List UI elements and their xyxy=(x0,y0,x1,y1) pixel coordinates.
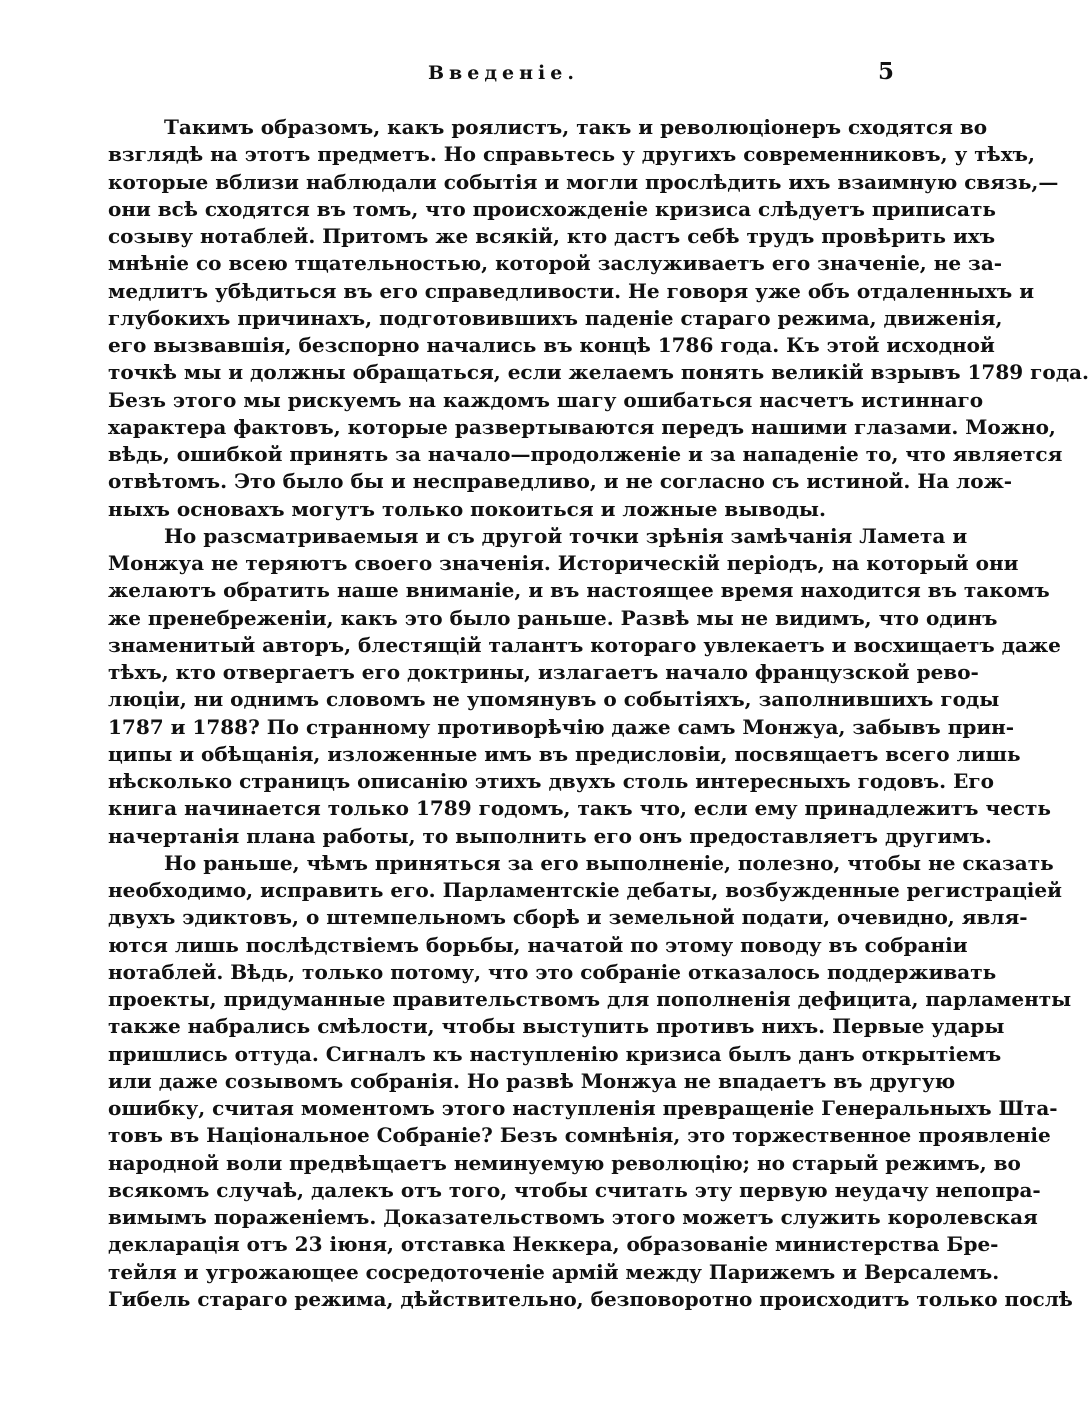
text-line: декларацiя отъ 23 iюня, отставка Неккера, образованiе министерства Бре- xyxy=(108,1232,999,1257)
text-line: двухъ эдиктовъ, о штемпельномъ сборѣ и земельной подати, очевидно, явля- xyxy=(108,905,1028,930)
text-line: Но разсматриваемыя и съ другой точки зрѣнiя замѣчанiя Ламета и xyxy=(164,523,968,548)
text-line: его вызвавшiя, безспорно начались въ концѣ 1786 года. Къ этой исходной xyxy=(108,333,995,357)
text-line: Такимъ образомъ, какъ роялистъ, такъ и революцiонеръ сходятся во xyxy=(164,115,988,139)
paragraph xyxy=(108,850,1073,1313)
text-line: ошибку, считая моментомъ этого наступленiя превращенiе Генеральныхъ Шта- xyxy=(108,1096,1058,1120)
paragraph xyxy=(108,523,1061,850)
text-line: народной воли предвѣщаетъ неминуемую революцiю; но старый режимъ, во xyxy=(108,1150,1021,1175)
page-number: 5 xyxy=(878,58,895,85)
text-line: Гибель стараго режима, дѣйствительно, безповоротно происходитъ только послѣ xyxy=(108,1286,1073,1311)
text-line: книга начинается только 1789 годомъ, такъ что, если ему принадлежитъ честь xyxy=(108,796,1051,821)
text-line: начертанiя плана работы, то выполнить его онъ предоставляетъ другимъ. xyxy=(108,823,992,848)
text-line: знаменитый авторъ, блестящiй талантъ котораго увлекаетъ и восхищаетъ даже xyxy=(108,632,1061,657)
text-line: точкѣ мы и должны обращаться, если желаемъ понять великiй взрывъ 1789 года. xyxy=(108,360,1089,385)
text-line: или даже созывомъ собранiя. Но развѣ Монжуа не впадаетъ въ другую xyxy=(108,1068,956,1093)
text-line: необходимо, исправить его. Парламентскiе дебаты, возбужденные регистрацiей xyxy=(108,878,1062,902)
text-line: пришлись оттуда. Сигналъ къ наступленiю кризиса былъ данъ открытiемъ xyxy=(108,1041,1002,1066)
text-line: желаютъ обратить наше вниманiе, и въ настоящее время находится въ такомъ xyxy=(108,578,1050,603)
text-line: созыву нотаблей. Притомъ же всякiй, кто дастъ себѣ трудъ провѣрить ихъ xyxy=(108,224,996,248)
text-line: мнѣнiе со всею тщательностью, которой заслуживаетъ его значенiе, не за- xyxy=(108,251,1003,276)
text-line: проекты, придуманные правительствомъ для пополненiя дефицита, парламенты xyxy=(108,987,1072,1011)
text-line: тейля и угрожающее сосредоточенiе армiй между Парижемъ и Версалемъ. xyxy=(108,1259,1000,1284)
text-line: также набрались смѣлости, чтобы выступить противъ нихъ. Первые удары xyxy=(108,1014,1005,1039)
text-line: вимымъ пораженiемъ. Доказательствомъ этого можетъ служить королевская xyxy=(108,1205,1038,1229)
text-line: ципы и обѣщанiя, изложенные имъ въ предисловiи, посвящаетъ всего лишь xyxy=(108,741,1021,766)
text-line: характера фактовъ, которые развертываются передъ нашими глазами. Можно, xyxy=(108,414,1056,439)
text-line: тѣхъ, кто отвергаетъ его доктрины, излагаетъ начало французской рево- xyxy=(108,660,979,684)
text-line: 1787 и 1788? По странному противорѣчiю даже самъ Монжуа, забывъ прин- xyxy=(108,714,1015,739)
text-line: люцiи, ни однимъ словомъ не упомянувъ о событiяхъ, заполнившихъ годы xyxy=(108,687,1000,712)
text-line: отвѣтомъ. Это было бы и несправедливо, и не согласно съ истиной. На лож- xyxy=(108,469,1013,494)
text-line: которые вблизи наблюдали событiя и могли прослѣдить ихъ взаимную связь,— xyxy=(108,169,1059,194)
text-line: нотаблей. Вѣдь, только потому, что это собранiе отказалось поддерживать xyxy=(108,959,997,984)
running-title: Введенiе. xyxy=(428,62,579,84)
text-line: же пренебреженiи, какъ это было раньше. Развѣ мы не видимъ, что одинъ xyxy=(108,605,998,630)
body-text xyxy=(108,114,1089,1313)
text-line: вѣдь, ошибкой принять за начало—продолженiе и за нападенiе то, что является xyxy=(108,442,1063,466)
text-line: глубокихъ причинахъ, подготовившихъ паденiе стараго режима, движенiя, xyxy=(108,305,1003,330)
paragraph xyxy=(108,114,1089,523)
text-line: всякомъ случаѣ, далекъ отъ того, чтобы считать эту первую неудачу непопра- xyxy=(108,1177,1041,1202)
text-line: нѣсколько страницъ описанiю этихъ двухъ столь интересныхъ годовъ. Его xyxy=(108,769,994,793)
text-line: медлитъ убѣдиться въ его справедливости. Не говоря уже объ отдаленныхъ и xyxy=(108,278,1035,303)
text-line: они всѣ сходятся въ томъ, что происхожденiе кризиса слѣдуетъ приписать xyxy=(108,196,996,221)
text-line: Монжуа не теряютъ своего значенiя. Историческiй перiодъ, на который они xyxy=(108,551,1019,575)
text-line: Безъ этого мы рискуемъ на каждомъ шагу ошибаться насчетъ истиннаго xyxy=(108,387,984,412)
text-line: ныхъ основахъ могутъ только покоиться и ложные выводы. xyxy=(108,496,826,521)
text-line: Но раньше, чѣмъ приняться за его выполненiе, полезно, чтобы не сказать xyxy=(164,850,1054,875)
text-line: ются лишь послѣдствiемъ борьбы, начатой по этому поводу въ собранiи xyxy=(108,932,968,957)
text-line: товъ въ Нацiональное Собранiе? Безъ сомнѣнiя, это торжественное проявленiе xyxy=(108,1123,1051,1148)
text-line: взглядѣ на этотъ предметъ. Но справьтесь у другихъ современниковъ, у тѣхъ, xyxy=(108,142,1035,167)
